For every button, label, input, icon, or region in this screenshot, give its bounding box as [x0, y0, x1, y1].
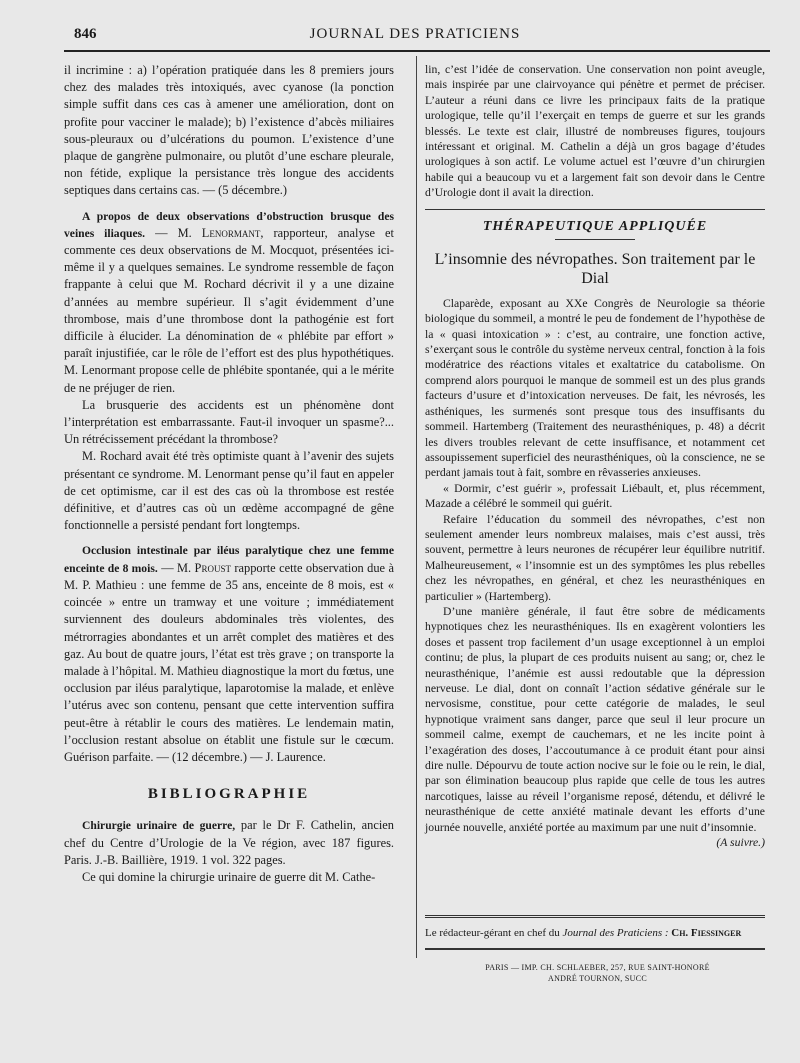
- bibliography-heading: BIBLIOGRAPHIE: [147, 786, 311, 803]
- article-author: — M. Proust: [161, 560, 231, 575]
- page-header: [60, 26, 770, 48]
- editor-journal: Journal des Praticiens :: [562, 927, 669, 939]
- paragraph: Claparède, exposant au XXe Congrès de Neurologie sa théorie biologique du sommeil, a montré le peu de fondement de l’hypothèse de la « quasi intoxication » : c’est, au contraire, une fonction active, s’exerçant sous le contrôle du système nerveux central, fonction à la fois modératrice des réactions vitales et exaltatrice du catabolisme. On comprend alors pourquoi le manque de sommeil est un des plus grands facteurs d’usure et d’intoxication nerveuses. De fait, les névrosés, les asthéniques, les surmenés sont presque tous des insuffisants du sommeil. Hartemberg (Traitement des neurasthéniques, p. 48) a décrit les divers troubles relevant de cette insuffisance, et notamment cet assoupissement superficiel des neurasthéniques, où la conscience, ne se perdant jamais tout à fait, sombre en rêvasseries anxieuses.: [425, 296, 765, 480]
- article-text: rapporte cette observation due à M. P. Mathieu : une femme de 35 ans, enceinte de 8 mois, est « coincée » entre un tramway et une voiture ; immédiatement surviennent des douleurs abdominales très violentes, des métrorragies abondantes et un arrêt complet des matières et des gaz. Au bout de quatre jours, l’état est très grave ; on transporte la malade à l’hôpital. M. Mathieu diagnostique la mort du fœtus, une occlusion par iléus paralytique, laparotomise la malade, et enlève l’utérus avec son contenu, pensant que cette intervention suffira peut-être à rétablir le cours des matières. Le lendemain matin, l’occlusion restant absolue on établit une fistule sur le cœcum. Guérison parfaite. — (12 décembre.) — J. Laurence.: [64, 560, 394, 764]
- paragraph: lin, c’est l’idée de conservation. Une conservation non point aveugle, mais inspirée par une clairvoyance qui pénètre et permet de préciser. L’auteur a réuni dans ce livre les principaux faits de la pratique urologique, telle qu’il l’exerçait en temps de guerre et sur les grands blessés. Le texte est clair, illustré de nombreuses figures, toujours intéressant et original. M. Cathelin a déjà un gros bagage d’études urologiques à son actif. Le volume actuel est l’œuvre d’un chirurgien habile qui a beaucoup vu et a largement fait son devoir dans le Centre d’Urologie dont il avait la direction.: [425, 63, 765, 200]
- column-divider: [416, 56, 417, 958]
- editor-name: Ch. Fiessinger: [671, 927, 742, 939]
- article-paragraph: [64, 542, 394, 766]
- editor-line: [425, 927, 770, 939]
- article-paragraph: [64, 208, 394, 397]
- article-title: L’insomnie des névropathes. Son traitement par le Dial: [434, 250, 756, 287]
- book-details: par le Dr F. Cathelin, ancien chef du Centre d’Urologie de la Ve région, avec 187 figures. Paris. J.-B. Baillière, 1919. 1 vol. 322 pages.: [64, 818, 394, 867]
- footer-rule-2: [425, 948, 765, 950]
- paragraph: Refaire l’éducation du sommeil des névropathes, c’est non seulement amender leurs nombreux malaises, mais c’est aussi, très souvent, permettre à leurs neurones de récupérer leur équilibre nutritif. Malheureusement, « l’insomnie est un des symptômes les plus rebelles chez les névropathes, en général, et chez les neurasthéniques en particulier » (Hartemberg).: [425, 512, 765, 603]
- editor-label: Le rédacteur-gérant en chef du: [425, 927, 560, 939]
- printer-imprint: [425, 962, 770, 984]
- to-be-continued: (A suivre.): [716, 836, 765, 850]
- bibliography-entry: [64, 817, 394, 869]
- paragraph-text: D’une manière générale, il faut être sobre de médicaments hypnotiques chez les neurasthéniques. Ils en exagèrent volontiers les doses et passent trop facilement d’un usage exceptionnel à un emploi continu; de plus, la plupart de ces produits nuisent au sang; or, chez le neurasthénique, l’anémie est aussi redoutable que la dépression nerveuse. Le dial, dont on connaît l’action sédative générale sur le nervosisme, constitue, pour cette catégorie de malades, le seul hypnotique vraiment sans danger, parce que seul il leur procure un sommeil calme, exempt de cauchemars, et ne les incite point à l’exagération des doses, l’accoutumance à ce produit étant pour ainsi dire nulle. Dépourvu de toute action nocive sur le foie ou le rein, le dial, par son élimination beaucoup plus rapide que celle de tous les autres narcotiques, laisse au réveil l’organisme reposé, détendu, et délivré le neurasthénique de cette anxiété matinale devant les efforts d’une journée nouvelle, anxiété portée au maximum par une nuit d’insomnie.: [425, 604, 765, 834]
- short-rule: [555, 239, 635, 240]
- paragraph: Ce qui domine la chirurgie urinaire de guerre dit M. Cathe-: [82, 869, 376, 884]
- paragraph: La brusquerie des accidents est un phénomène dont l’interprétation est embarrassante. Faut-il invoquer un spasme?... Un rétrécissement précédant la thrombose?: [64, 397, 394, 447]
- article-title: A propos de deux observations d’obstruction brusque des veines iliaques.: [64, 209, 394, 240]
- right-column: [425, 62, 765, 850]
- paragraph: « Dormir, c’est guérir », professait Liébault, et, plus récemment, Mazade a célébré le sommeil qui guérit.: [425, 481, 765, 511]
- article-text: rapporteur, analyse et commente ces deux observations de M. Mocquot, présentées ici-même il y a quelques semaines. Le syndrome ressemble de façon frappante à celui que M. Rochard décrivit il y a une dizaine d’années au membre supérieur. Il s’agit évidemment d’une thrombose, mais d’une thrombose dont la pathogénie est fort difficile à élucider. La dénomination de « phlébite par effort » paraît injustifiée, car le rôle de l’effort est des plus hypothétiques. M. Lenormant propose celle de phlébite spontanée, qui a le mérite de ne préjuger de rien.: [64, 225, 394, 395]
- printer-line-2: ANDRÉ TOURNON, SUCC: [548, 974, 647, 983]
- header-rule: [64, 50, 770, 52]
- section-heading: THÉRAPEUTIQUE APPLIQUÉE: [482, 218, 708, 234]
- book-title: Chirurgie urinaire de guerre,: [82, 819, 236, 833]
- article-title: Occlusion intestinale par iléus paralytique chez une femme enceinte de 8 mois.: [64, 544, 394, 575]
- article-author: — M. Lenormant,: [155, 225, 264, 240]
- paragraph: il incrimine : a) l’opération pratiquée dans les 8 premiers jours chez des malades très intoxiqués, avec cyanose (la ponction simple suffit dans ces cas à amener une amélioration, dont on profite pour vacciner le malade); b) l’existence d’abcès miliaires sous-pleuraux ou d’ulcérations du poumon. L’existence d’une plaque de gangrène pulmonaire, ou plutôt d’une eschare pleurale, non fétide, explique la persistance très longue des accidents septiques dans certains cas. — (5 décembre.): [64, 63, 394, 198]
- paragraph: M. Rochard avait été très optimiste quant à l’avenir des sujets présentant ce syndrome. M. Lenormant pense qu’il faut en appeler de cet optimisme, car il est des cas où la thrombose est restée définitive, et d’autres cas où un œdème accompagné de gêne fonctionnelle a persisté pendant fort longtemps.: [64, 449, 394, 533]
- page-number: 846: [74, 26, 97, 42]
- section-rule: [425, 209, 765, 210]
- journal-title: JOURNAL DES PRATICIENS: [309, 26, 521, 42]
- footer-rule: [425, 915, 765, 920]
- printer-line-1: PARIS — IMP. CH. SCHLAEBER, 257, RUE SAINT-HONORÉ: [485, 963, 710, 972]
- left-column: [64, 62, 394, 886]
- paragraph: [425, 604, 765, 850]
